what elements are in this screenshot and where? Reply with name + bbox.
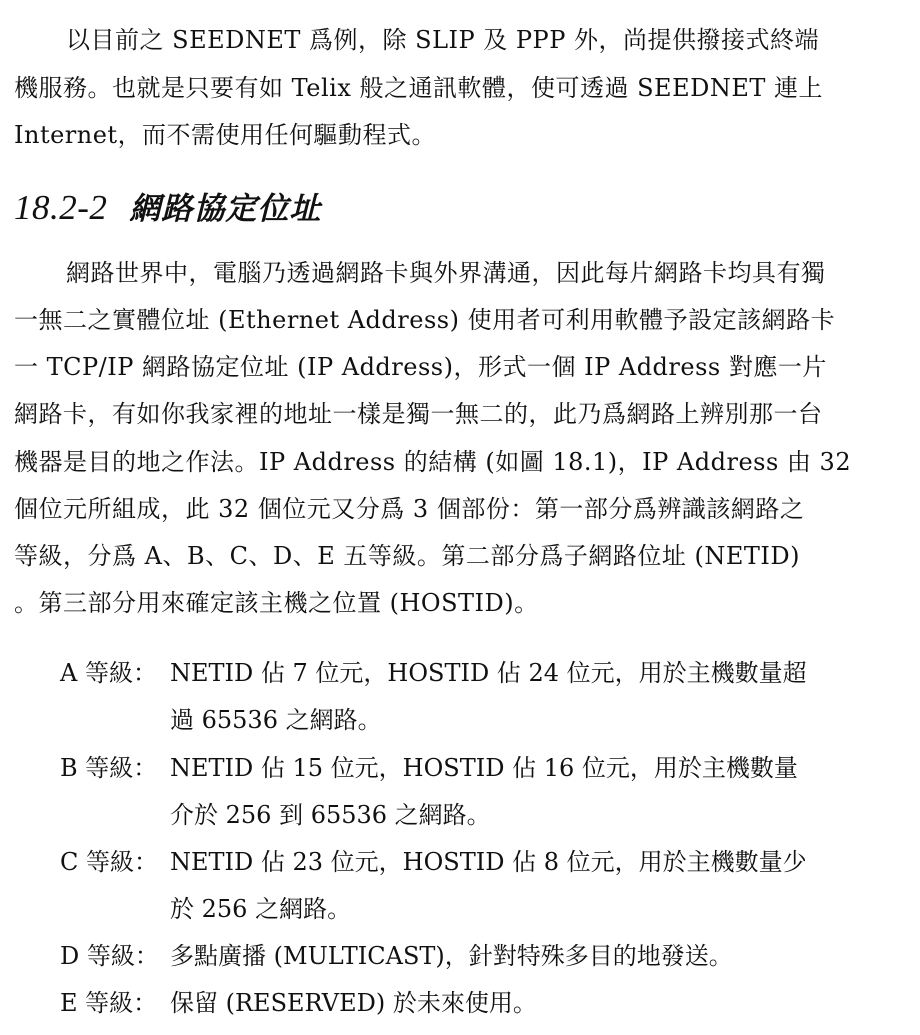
intro-line-2: 機服務。也就是只要有如 Telix 般之通訊軟體，使可透過 SEEDNET 連上 <box>14 74 823 102</box>
class-e-label: E 等級： <box>60 989 158 1017</box>
section-heading <box>14 186 321 231</box>
body-line-7: 等級，分爲 A、B、C、D、E 五等級。第二部分爲子網路位址 (NETID) <box>14 542 800 570</box>
class-a-desc-1: NETID 佔 7 位元，HOSTID 佔 24 位元，用於主機數量超 <box>170 659 807 687</box>
class-c-label: C 等級： <box>60 848 158 876</box>
class-b-label: B 等級： <box>60 754 158 782</box>
section-title: 網路協定位址 <box>129 191 322 227</box>
body-line-1: 網路世界中，電腦乃透過網路卡與外界溝通，因此每片網路卡均具有獨 <box>66 259 826 287</box>
class-c-desc-1: NETID 佔 23 位元，HOSTID 佔 8 位元，用於主機數量少 <box>170 848 807 876</box>
body-line-5: 機器是目的地之作法。IP Address 的結構 (如圖 18.1)，IP Address 由 32 <box>14 448 852 476</box>
class-a-label: A 等級： <box>60 659 157 687</box>
class-d-label: D 等級： <box>60 942 159 970</box>
intro-line-3: Internet，而不需使用任何驅動程式。 <box>14 121 437 149</box>
body-line-3: 一 TCP/IP 網路協定位址 (IP Address)，形式一個 IP Address 對應一片 <box>14 353 827 381</box>
class-a-desc-2: 過 65536 之網路。 <box>170 706 382 734</box>
body-line-2: 一無二之實體位址 (Ethernet Address) 使用者可利用軟體予設定該網路卡 <box>14 306 836 334</box>
class-b-desc-2: 介於 256 到 65536 之網路。 <box>170 801 491 829</box>
intro-line-1: 以目前之 SEEDNET 爲例，除 SLIP 及 PPP 外，尚提供撥接式終端 <box>66 26 819 54</box>
body-line-6: 個位元所組成，此 32 個位元又分爲 3 個部份：第一部分爲辨識該網路之 <box>14 495 805 523</box>
body-line-8: 。第三部分用來確定該主機之位置 (HOSTID)。 <box>14 589 539 617</box>
class-c-desc-2: 於 256 之網路。 <box>170 895 352 923</box>
class-b-desc-1: NETID 佔 15 位元，HOSTID 佔 16 位元，用於主機數量 <box>170 754 798 782</box>
section-number: 18.2-2 <box>14 188 108 227</box>
class-d-desc-1: 多點廣播 (MULTICAST)，針對特殊多目的地發送。 <box>170 942 733 970</box>
body-line-4: 網路卡，有如你我家裡的地址一樣是獨一無二的，此乃爲網路上辨別那一台 <box>14 400 823 428</box>
class-e-desc-1: 保留 (RESERVED) 於未來使用。 <box>170 989 537 1017</box>
